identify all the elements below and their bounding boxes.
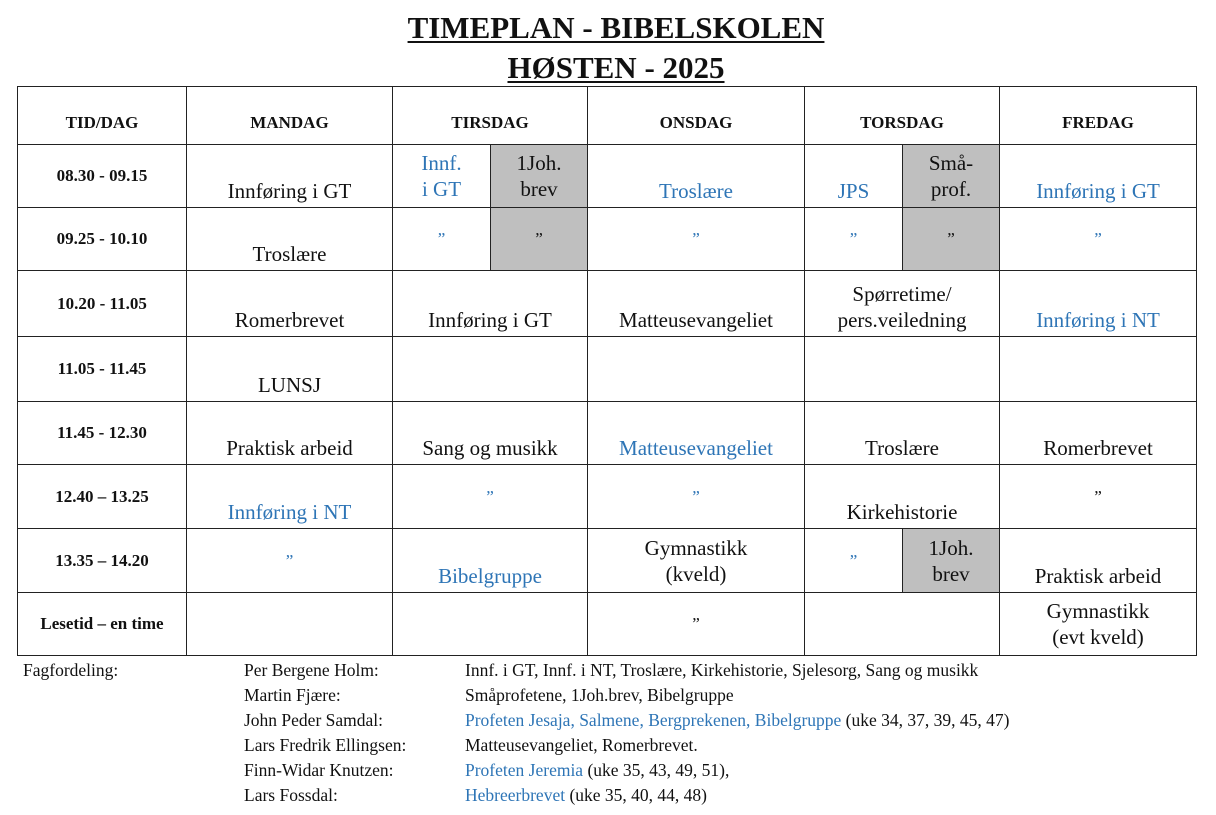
schedule-cell: ” bbox=[805, 208, 903, 271]
schedule-cell: Praktisk arbeid bbox=[187, 402, 393, 465]
schedule-cell: Innf. i GT bbox=[393, 145, 491, 208]
page-title: TIMEPLAN - BIBELSKOLEN bbox=[407, 10, 825, 45]
table-row bbox=[18, 271, 1197, 337]
schedule-cell: Troslære bbox=[805, 402, 1000, 465]
schedule-cell: Romerbrevet bbox=[1000, 402, 1197, 465]
time-slot: 08.30 - 09.15 bbox=[18, 145, 187, 208]
schedule-cell: Innføring i NT bbox=[187, 465, 393, 529]
schedule-cell: Innføring i GT bbox=[393, 271, 588, 337]
schedule-cell bbox=[805, 593, 1000, 656]
schedule-cell: ” bbox=[588, 465, 805, 529]
teacher-name: Lars Fredrik Ellingsen: bbox=[244, 735, 407, 755]
teacher-name: John Peder Samdal: bbox=[244, 710, 384, 730]
schedule-cell: Kirkehistorie bbox=[805, 465, 1000, 529]
teacher-name: Martin Fjære: bbox=[244, 685, 341, 705]
schedule-cell: Innføring i NT bbox=[1000, 271, 1197, 337]
schedule-cell: ” bbox=[393, 465, 588, 529]
schedule-cell: Små- prof. bbox=[903, 145, 1000, 208]
time-slot: 12.40 – 13.25 bbox=[18, 465, 187, 529]
schedule-cell: ” bbox=[187, 529, 393, 593]
schedule-cell: ” bbox=[588, 593, 805, 656]
schedule-cell: Praktisk arbeid bbox=[1000, 529, 1197, 593]
schedule-cell: ” bbox=[588, 208, 805, 271]
teacher-subjects: Matteusevangeliet, Romerbrevet. bbox=[465, 735, 698, 755]
table-row bbox=[18, 529, 1197, 593]
page-subtitle: HØSTEN - 2025 bbox=[507, 50, 725, 85]
schedule-cell: 1Joh. brev bbox=[491, 145, 588, 208]
schedule-cell bbox=[393, 593, 588, 656]
table-header-row bbox=[18, 87, 1197, 145]
time-slot: 11.45 - 12.30 bbox=[18, 402, 187, 465]
time-slot: Lesetid – en time bbox=[18, 593, 187, 656]
teacher-subjects: Innf. i GT, Innf. i NT, Troslære, Kirkehistorie, Sjelesorg, Sang og musikk bbox=[465, 660, 979, 680]
time-slot: 10.20 - 11.05 bbox=[18, 271, 187, 337]
teacher-name: Finn-Widar Knutzen: bbox=[244, 760, 394, 780]
teacher-subjects bbox=[465, 758, 729, 783]
time-slot: 09.25 - 10.10 bbox=[18, 208, 187, 271]
header-wednesday: ONSDAG bbox=[588, 87, 805, 145]
schedule-cell: Matteusevangeliet bbox=[588, 271, 805, 337]
schedule-cell: ” bbox=[1000, 465, 1197, 529]
schedule-cell: Sang og musikk bbox=[393, 402, 588, 465]
header-time-day: TID/DAG bbox=[18, 87, 187, 145]
schedule-cell: Bibelgruppe bbox=[393, 529, 588, 593]
schedule-cell: Troslære bbox=[187, 208, 393, 271]
schedule-cell: Spørretime/ pers.veiledning bbox=[805, 271, 1000, 337]
schedule-cell: ” bbox=[393, 208, 491, 271]
schedule-cell: Romerbrevet bbox=[187, 271, 393, 337]
schedule-cell: Matteusevangeliet bbox=[588, 402, 805, 465]
subjects-weeks: (uke 35, 40, 44, 48) bbox=[565, 785, 708, 805]
header-monday: MANDAG bbox=[187, 87, 393, 145]
header-tuesday: TIRSDAG bbox=[393, 87, 588, 145]
table-row bbox=[18, 465, 1197, 529]
teacher-subjects bbox=[465, 708, 1009, 733]
schedule-cell: Innføring i GT bbox=[1000, 145, 1197, 208]
schedule-cell: ” bbox=[805, 529, 903, 593]
schedule-cell bbox=[1000, 337, 1197, 402]
teacher-subjects: Småprofetene, 1Joh.brev, Bibelgruppe bbox=[465, 685, 734, 705]
schedule-cell bbox=[805, 337, 1000, 402]
schedule-cell bbox=[588, 337, 805, 402]
teacher-subjects bbox=[465, 783, 707, 808]
schedule-cell: ” bbox=[491, 208, 588, 271]
header-friday: FREDAG bbox=[1000, 87, 1197, 145]
subjects-highlighted: Profeten Jeremia bbox=[465, 760, 584, 780]
teacher-name: Lars Fossdal: bbox=[244, 785, 338, 805]
schedule-cell bbox=[393, 337, 588, 402]
table-row bbox=[18, 337, 1197, 402]
schedule-table bbox=[17, 86, 1197, 656]
header-thursday: TORSDAG bbox=[805, 87, 1000, 145]
subjects-weeks: (uke 34, 37, 39, 45, 47) bbox=[841, 710, 1010, 730]
schedule-cell: LUNSJ bbox=[187, 337, 393, 402]
schedule-cell: Gymnastikk (evt kveld) bbox=[1000, 593, 1197, 656]
fagfordeling-label: Fagfordeling: bbox=[23, 660, 119, 680]
schedule-cell: ” bbox=[903, 208, 1000, 271]
subjects-highlighted: Hebreerbrevet bbox=[465, 785, 566, 805]
teacher-name: Per Bergene Holm: bbox=[244, 660, 379, 680]
schedule-cell: ” bbox=[1000, 208, 1197, 271]
schedule-cell: JPS bbox=[805, 145, 903, 208]
table-row bbox=[18, 593, 1197, 656]
table-row bbox=[18, 145, 1197, 208]
table-row bbox=[18, 208, 1197, 271]
schedule-cell: Innføring i GT bbox=[187, 145, 393, 208]
schedule-cell bbox=[187, 593, 393, 656]
subjects-highlighted: Profeten Jesaja, Salmene, Bergprekenen, Bibelgruppe bbox=[465, 710, 842, 730]
time-slot: 13.35 – 14.20 bbox=[18, 529, 187, 593]
table-row bbox=[18, 402, 1197, 465]
schedule-cell: Troslære bbox=[588, 145, 805, 208]
time-slot: 11.05 - 11.45 bbox=[18, 337, 187, 402]
schedule-cell: Gymnastikk (kveld) bbox=[588, 529, 805, 593]
subjects-weeks: (uke 35, 43, 49, 51), bbox=[583, 760, 730, 780]
schedule-cell: 1Joh. brev bbox=[903, 529, 1000, 593]
